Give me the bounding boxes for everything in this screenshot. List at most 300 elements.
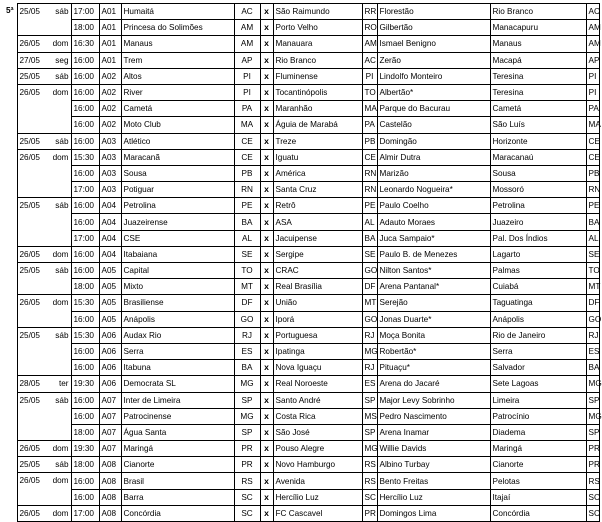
versus-mark: x	[260, 230, 273, 246]
home-state-cell: PE	[234, 198, 260, 214]
away-team-cell: São José	[273, 424, 362, 440]
venue-state-cell: BA	[586, 360, 599, 376]
stadium-cell: Arena Pantanal*	[377, 279, 490, 295]
date-value: 26/05	[19, 508, 40, 518]
versus-mark: x	[260, 489, 273, 505]
match-schedule-table	[3, 3, 600, 522]
venue-state-cell: SC	[586, 489, 599, 505]
city-cell: Lagarto	[490, 246, 586, 262]
versus-mark: x	[260, 165, 273, 181]
stadium-cell: Hercílio Luz	[377, 489, 490, 505]
table-row	[3, 327, 599, 343]
away-team-cell: Portuguesa	[273, 327, 362, 343]
date-value: 26/05	[19, 39, 40, 49]
stadium-cell: Major Levy Sobrinho	[377, 392, 490, 408]
weekday: dom	[52, 39, 69, 49]
stadium-cell: Domingão	[377, 133, 490, 149]
city-cell: Itajaí	[490, 489, 586, 505]
match-date	[17, 263, 71, 295]
date-value: 25/05	[19, 395, 40, 405]
versus-mark: x	[260, 441, 273, 457]
home-team-cell: Sousa	[121, 165, 234, 181]
versus-mark: x	[260, 214, 273, 230]
stadium-cell: Paulo Coelho	[377, 198, 490, 214]
away-team-cell: Porto Velho	[273, 20, 362, 36]
group-cell: A07	[99, 424, 121, 440]
weekday: sáb	[55, 266, 69, 275]
away-state-cell: TO	[362, 84, 377, 100]
away-state-cell: RR	[362, 4, 377, 20]
group-cell: A05	[99, 279, 121, 295]
match-date	[17, 52, 71, 68]
time-cell: 16:00	[71, 392, 99, 408]
match-date	[17, 4, 71, 36]
venue-state-cell: MG	[586, 408, 599, 424]
weekday: dom	[52, 508, 69, 518]
city-cell: Limeira	[490, 392, 586, 408]
city-cell: Sete Lagoas	[490, 376, 586, 392]
city-cell: Teresina	[490, 84, 586, 100]
away-team-cell: Maranhão	[273, 101, 362, 117]
away-state-cell: CE	[362, 149, 377, 165]
weekday: sáb	[55, 7, 69, 16]
time-cell: 17:00	[71, 182, 99, 198]
group-cell: A06	[99, 327, 121, 343]
away-state-cell: BA	[362, 230, 377, 246]
weekday: dom	[52, 87, 69, 97]
away-team-cell: Fluminense	[273, 68, 362, 84]
versus-mark: x	[260, 133, 273, 149]
weekday: ter	[58, 379, 69, 389]
home-team-cell: Inter de Limeira	[121, 392, 234, 408]
away-team-cell: ASA	[273, 214, 362, 230]
date-value: 25/05	[19, 460, 40, 470]
venue-state-cell: DF	[586, 295, 599, 311]
home-team-cell: Manaus	[121, 36, 234, 52]
stadium-cell: Albertão*	[377, 84, 490, 100]
table-row	[3, 52, 599, 68]
home-state-cell: AL	[234, 230, 260, 246]
city-cell: Cametá	[490, 101, 586, 117]
venue-state-cell: PI	[586, 84, 599, 100]
weekday: sáb	[55, 395, 69, 405]
city-cell: Anápolis	[490, 311, 586, 327]
group-cell: A06	[99, 343, 121, 359]
away-state-cell: RJ	[362, 360, 377, 376]
venue-state-cell: SP	[586, 424, 599, 440]
time-cell: 16:00	[71, 68, 99, 84]
date-value: 28/05	[19, 379, 40, 389]
stadium-cell: Lindolfo Monteiro	[377, 68, 490, 84]
away-state-cell: PE	[362, 198, 377, 214]
versus-mark: x	[260, 295, 273, 311]
home-state-cell: SP	[234, 424, 260, 440]
away-state-cell: RO	[362, 20, 377, 36]
away-team-cell: Iguatu	[273, 149, 362, 165]
versus-mark: x	[260, 52, 273, 68]
table-row	[3, 295, 599, 311]
city-cell: Serra	[490, 343, 586, 359]
round-label: 5ª	[3, 4, 17, 522]
versus-mark: x	[260, 4, 273, 20]
home-state-cell: GO	[234, 311, 260, 327]
table-row	[3, 473, 599, 489]
time-cell: 16:00	[71, 117, 99, 133]
group-cell: A05	[99, 263, 121, 279]
versus-mark: x	[260, 343, 273, 359]
stadium-cell: Arena Inamar	[377, 424, 490, 440]
city-cell: Salvador	[490, 360, 586, 376]
home-team-cell: Humaitá	[121, 4, 234, 20]
table-row	[3, 20, 599, 36]
table-row	[3, 133, 599, 149]
group-cell: A07	[99, 392, 121, 408]
date-value: 25/05	[19, 266, 40, 275]
table-row	[3, 392, 599, 408]
venue-state-cell: ES	[586, 343, 599, 359]
city-cell: Macapá	[490, 52, 586, 68]
home-team-cell: Água Santa	[121, 424, 234, 440]
home-team-cell: Itabaiana	[121, 246, 234, 262]
weekday: dom	[52, 152, 69, 162]
time-cell: 16:00	[71, 360, 99, 376]
match-date	[17, 295, 71, 327]
time-cell: 16:00	[71, 101, 99, 117]
away-team-cell: Retrô	[273, 198, 362, 214]
home-team-cell: Itabuna	[121, 360, 234, 376]
home-team-cell: Brasiliense	[121, 295, 234, 311]
time-cell: 17:00	[71, 4, 99, 20]
table-row	[3, 117, 599, 133]
home-state-cell: SC	[234, 489, 260, 505]
time-cell: 15:30	[71, 327, 99, 343]
home-state-cell: MG	[234, 376, 260, 392]
away-state-cell: AL	[362, 214, 377, 230]
away-team-cell: Santa Cruz	[273, 182, 362, 198]
match-date	[17, 327, 71, 376]
versus-mark: x	[260, 20, 273, 36]
weekday: sáb	[55, 136, 69, 146]
group-cell: A05	[99, 311, 121, 327]
match-date	[17, 376, 71, 392]
time-cell: 17:00	[71, 505, 99, 521]
match-date	[17, 441, 71, 457]
stadium-cell: Nilton Santos*	[377, 263, 490, 279]
match-date	[17, 84, 71, 133]
versus-mark: x	[260, 182, 273, 198]
stadium-cell: Arena do Jacaré	[377, 376, 490, 392]
stadium-cell: Zerão	[377, 52, 490, 68]
city-cell: São Luís	[490, 117, 586, 133]
home-team-cell: Capital	[121, 263, 234, 279]
home-state-cell: BA	[234, 360, 260, 376]
table-row	[3, 489, 599, 505]
group-cell: A04	[99, 198, 121, 214]
away-state-cell: RJ	[362, 327, 377, 343]
versus-mark: x	[260, 198, 273, 214]
stadium-cell: Pituaçu*	[377, 360, 490, 376]
time-cell: 16:00	[71, 246, 99, 262]
venue-state-cell: SE	[586, 246, 599, 262]
venue-state-cell: PE	[586, 198, 599, 214]
group-cell: A04	[99, 214, 121, 230]
time-cell: 16:00	[71, 343, 99, 359]
stadium-cell: Serejão	[377, 295, 490, 311]
table-row	[3, 441, 599, 457]
home-team-cell: Mixto	[121, 279, 234, 295]
weekday: sáb	[55, 71, 69, 81]
versus-mark: x	[260, 457, 273, 473]
match-date	[17, 68, 71, 84]
versus-mark: x	[260, 376, 273, 392]
away-state-cell: PB	[362, 133, 377, 149]
away-state-cell: RN	[362, 165, 377, 181]
table-row	[3, 360, 599, 376]
city-cell: Rio de Janeiro	[490, 327, 586, 343]
city-cell: Maracanaú	[490, 149, 586, 165]
table-row	[3, 408, 599, 424]
date-value: 25/05	[19, 7, 40, 16]
date-value: 27/05	[19, 55, 40, 65]
away-team-cell: São Raimundo	[273, 4, 362, 20]
city-cell: Concórdia	[490, 505, 586, 521]
venue-state-cell: AP	[586, 52, 599, 68]
home-team-cell: Maracanã	[121, 149, 234, 165]
date-value: 25/05	[19, 330, 40, 340]
home-state-cell: SE	[234, 246, 260, 262]
group-cell: A03	[99, 149, 121, 165]
date-value: 26/05	[19, 249, 40, 259]
table-row	[3, 311, 599, 327]
group-cell: A08	[99, 505, 121, 521]
away-team-cell: América	[273, 165, 362, 181]
versus-mark: x	[260, 84, 273, 100]
match-date	[17, 198, 71, 247]
stadium-cell: Marizão	[377, 165, 490, 181]
versus-mark: x	[260, 68, 273, 84]
venue-state-cell: SP	[586, 392, 599, 408]
venue-state-cell: RJ	[586, 327, 599, 343]
away-state-cell: RS	[362, 473, 377, 489]
group-cell: A02	[99, 117, 121, 133]
group-cell: A01	[99, 36, 121, 52]
city-cell: Patrocínio	[490, 408, 586, 424]
away-team-cell: Rio Branco	[273, 52, 362, 68]
group-cell: A02	[99, 101, 121, 117]
time-cell: 16:00	[71, 165, 99, 181]
away-team-cell: Real Noroeste	[273, 376, 362, 392]
city-cell: Horizonte	[490, 133, 586, 149]
time-cell: 19:30	[71, 376, 99, 392]
venue-state-cell: AM	[586, 20, 599, 36]
away-team-cell: Manauara	[273, 36, 362, 52]
away-state-cell: MG	[362, 441, 377, 457]
stadium-cell: Ismael Benigno	[377, 36, 490, 52]
match-date	[17, 246, 71, 262]
city-cell: Mossoró	[490, 182, 586, 198]
weekday: sáb	[55, 201, 69, 211]
venue-state-cell: CE	[586, 149, 599, 165]
stadium-cell: Almir Dutra	[377, 149, 490, 165]
venue-state-cell: BA	[586, 214, 599, 230]
home-state-cell: CE	[234, 133, 260, 149]
home-state-cell: MG	[234, 408, 260, 424]
away-team-cell: Sergipe	[273, 246, 362, 262]
home-team-cell: Brasil	[121, 473, 234, 489]
stadium-cell: Robertão*	[377, 343, 490, 359]
home-team-cell: River	[121, 84, 234, 100]
venue-state-cell: PB	[586, 165, 599, 181]
match-date	[17, 457, 71, 473]
table-row	[3, 68, 599, 84]
table-row	[3, 230, 599, 246]
date-value: 25/05	[19, 71, 40, 81]
home-team-cell: Princesa do Solimões	[121, 20, 234, 36]
match-date	[17, 133, 71, 149]
table-row	[3, 457, 599, 473]
time-cell: 15:30	[71, 295, 99, 311]
venue-state-cell: AC	[586, 4, 599, 20]
versus-mark: x	[260, 279, 273, 295]
weekday: dom	[52, 444, 69, 454]
home-team-cell: Trem	[121, 52, 234, 68]
time-cell: 16:30	[71, 36, 99, 52]
group-cell: A08	[99, 457, 121, 473]
versus-mark: x	[260, 408, 273, 424]
time-cell: 19:30	[71, 441, 99, 457]
stadium-cell: Gilbertão	[377, 20, 490, 36]
stadium-cell: Castelão	[377, 117, 490, 133]
home-state-cell: AM	[234, 20, 260, 36]
group-cell: A08	[99, 489, 121, 505]
home-team-cell: Petrolina	[121, 198, 234, 214]
stadium-cell: Willie Davids	[377, 441, 490, 457]
versus-mark: x	[260, 473, 273, 489]
versus-mark: x	[260, 149, 273, 165]
time-cell: 18:00	[71, 279, 99, 295]
versus-mark: x	[260, 311, 273, 327]
venue-state-cell: PR	[586, 457, 599, 473]
venue-state-cell: PA	[586, 101, 599, 117]
city-cell: Pelotas	[490, 473, 586, 489]
away-team-cell: Ipatinga	[273, 343, 362, 359]
venue-state-cell: MA	[586, 117, 599, 133]
home-team-cell: Altos	[121, 68, 234, 84]
away-team-cell: Novo Hamburgo	[273, 457, 362, 473]
table-row	[3, 376, 599, 392]
away-state-cell: PA	[362, 117, 377, 133]
table-row	[3, 505, 599, 521]
stadium-cell: Paulo B. de Menezes	[377, 246, 490, 262]
city-cell: Petrolina	[490, 198, 586, 214]
home-state-cell: PR	[234, 441, 260, 457]
away-team-cell: Nova Iguaçu	[273, 360, 362, 376]
home-state-cell: PR	[234, 457, 260, 473]
table-row	[3, 149, 599, 165]
home-team-cell: Concórdia	[121, 505, 234, 521]
away-team-cell: Hercílio Luz	[273, 489, 362, 505]
date-value: 25/05	[19, 201, 40, 211]
stadium-cell: Jonas Duarte*	[377, 311, 490, 327]
weekday: dom	[52, 298, 69, 308]
city-cell: Rio Branco	[490, 4, 586, 20]
away-state-cell: GO	[362, 263, 377, 279]
home-team-cell: Cianorte	[121, 457, 234, 473]
table-row	[3, 343, 599, 359]
stadium-cell: Moça Bonita	[377, 327, 490, 343]
city-cell: Diadema	[490, 424, 586, 440]
stadium-cell: Leonardo Nogueira*	[377, 182, 490, 198]
stadium-cell: Parque do Bacurau	[377, 101, 490, 117]
city-cell: Pal. Dos Índios	[490, 230, 586, 246]
home-state-cell: BA	[234, 214, 260, 230]
away-team-cell: CRAC	[273, 263, 362, 279]
group-cell: A01	[99, 4, 121, 20]
match-date	[17, 473, 71, 505]
match-date	[17, 505, 71, 521]
away-state-cell: GO	[362, 311, 377, 327]
home-team-cell: Anápolis	[121, 311, 234, 327]
home-team-cell: Moto Club	[121, 117, 234, 133]
city-cell: Cianorte	[490, 457, 586, 473]
city-cell: Teresina	[490, 68, 586, 84]
home-state-cell: AC	[234, 4, 260, 20]
venue-state-cell: AL	[586, 230, 599, 246]
away-team-cell: Avenida	[273, 473, 362, 489]
city-cell: Manacapuru	[490, 20, 586, 36]
table-row	[3, 246, 599, 262]
group-cell: A04	[99, 230, 121, 246]
home-team-cell: Serra	[121, 343, 234, 359]
venue-state-cell: MG	[586, 376, 599, 392]
group-cell: A07	[99, 441, 121, 457]
venue-state-cell: SC	[586, 505, 599, 521]
stadium-cell: Pedro Nascimento	[377, 408, 490, 424]
match-date	[17, 36, 71, 52]
venue-state-cell: MT	[586, 279, 599, 295]
group-cell: A01	[99, 20, 121, 36]
city-cell: Juazeiro	[490, 214, 586, 230]
table-row	[3, 263, 599, 279]
stadium-cell: Albino Turbay	[377, 457, 490, 473]
home-team-cell: Patrocinense	[121, 408, 234, 424]
away-state-cell: RS	[362, 457, 377, 473]
versus-mark: x	[260, 360, 273, 376]
venue-state-cell: PI	[586, 68, 599, 84]
home-team-cell: Juazeirense	[121, 214, 234, 230]
away-state-cell: DF	[362, 279, 377, 295]
table-row	[3, 4, 599, 20]
time-cell: 16:00	[71, 263, 99, 279]
away-team-cell: Águia de Marabá	[273, 117, 362, 133]
city-cell: Cuiabá	[490, 279, 586, 295]
away-state-cell: AM	[362, 36, 377, 52]
table-row	[3, 424, 599, 440]
venue-state-cell: CE	[586, 133, 599, 149]
time-cell: 16:00	[71, 84, 99, 100]
away-team-cell: União	[273, 295, 362, 311]
group-cell: A07	[99, 408, 121, 424]
home-state-cell: PA	[234, 101, 260, 117]
table-row	[3, 165, 599, 181]
stadium-cell: Adauto Moraes	[377, 214, 490, 230]
time-cell: 16:00	[71, 214, 99, 230]
versus-mark: x	[260, 36, 273, 52]
time-cell: 16:00	[71, 311, 99, 327]
home-state-cell: PI	[234, 68, 260, 84]
home-state-cell: DF	[234, 295, 260, 311]
home-state-cell: MT	[234, 279, 260, 295]
